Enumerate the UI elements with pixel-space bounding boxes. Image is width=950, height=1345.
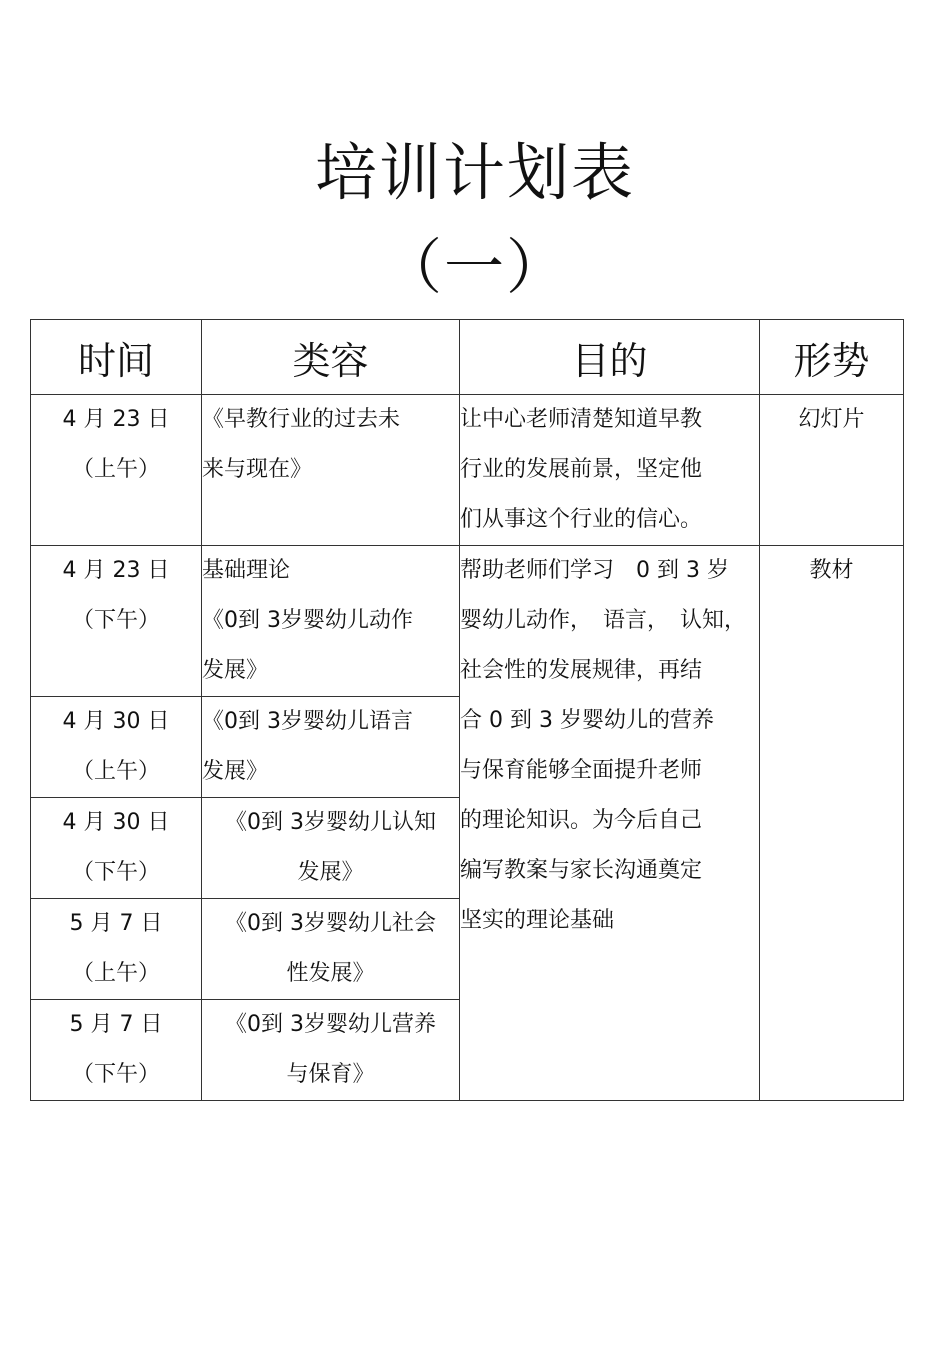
content-line: 基础理论 — [202, 558, 291, 583]
content-line: 来与现在》 — [202, 457, 313, 482]
content-line: 与保育》 — [286, 1062, 375, 1087]
goal-cell — [460, 395, 760, 546]
time-date: 4 月 23 日 — [62, 407, 170, 432]
goal-line: 们从事这个行业的信心。 — [460, 507, 703, 532]
table-row — [31, 546, 904, 697]
content-cell — [202, 1000, 460, 1101]
shared-goal-cell — [460, 546, 760, 1101]
header-form: 形势 — [760, 320, 904, 395]
goal-line: 帮助老师们学习 0 到 3 岁 — [460, 558, 729, 583]
time-date: 4 月 30 日 — [62, 810, 170, 835]
goal-line: 坚实的理论基础 — [460, 908, 615, 933]
content-line: 性发展》 — [286, 961, 375, 986]
training-plan-table — [30, 319, 904, 1101]
content-line: 发展》 — [297, 860, 364, 885]
page-subtitle: （一） — [382, 233, 568, 303]
time-period: （上午） — [71, 961, 160, 986]
time-period: （下午） — [71, 608, 160, 633]
time-cell — [31, 899, 202, 1000]
form-cell: 幻灯片 — [760, 395, 904, 546]
content-line: 发展》 — [202, 759, 269, 784]
goal-line: 与保育能够全面提升老师 — [460, 758, 703, 783]
table-header-row — [31, 320, 904, 395]
content-cell — [202, 395, 460, 546]
time-cell — [31, 697, 202, 798]
table-row — [31, 395, 904, 546]
time-period: （下午） — [71, 860, 160, 885]
time-period: （下午） — [71, 1062, 160, 1087]
content-line: 《0到 3岁婴幼儿语言 — [202, 709, 413, 734]
time-date: 4 月 23 日 — [62, 558, 170, 583]
time-date: 4 月 30 日 — [62, 709, 170, 734]
content-line: 《0到 3岁婴幼儿认知 — [225, 810, 436, 835]
content-line: 《早教行业的过去未 — [202, 407, 401, 432]
content-line: 《0到 3岁婴幼儿营养 — [225, 1012, 436, 1037]
time-date: 5 月 7 日 — [69, 1012, 163, 1037]
time-cell — [31, 1000, 202, 1101]
goal-line: 合 0 到 3 岁婴幼儿的营养 — [460, 708, 714, 733]
page-title: 培训计划表 — [314, 136, 635, 209]
time-cell — [31, 546, 202, 697]
time-cell — [31, 395, 202, 546]
content-cell — [202, 798, 460, 899]
content-cell — [202, 546, 460, 697]
content-line: 《0到 3岁婴幼儿动作 — [202, 608, 413, 633]
goal-line: 社会性的发展规律，再结 — [460, 658, 703, 683]
time-period: （上午） — [71, 759, 160, 784]
content-line: 发展》 — [202, 658, 269, 683]
content-line: 《0到 3岁婴幼儿社会 — [225, 911, 436, 936]
goal-line: 婴幼儿动作， 语言， 认知， — [460, 608, 747, 633]
content-cell — [202, 697, 460, 798]
header-goal: 目的 — [460, 320, 760, 395]
content-cell — [202, 899, 460, 1000]
time-date: 5 月 7 日 — [69, 911, 163, 936]
goal-line: 让中心老师清楚知道早教 — [460, 407, 703, 432]
goal-line: 编写教案与家长沟通奠定 — [460, 858, 703, 883]
header-content: 类容 — [202, 320, 460, 395]
goal-line: 行业的发展前景，坚定他 — [460, 457, 703, 482]
goal-line: 的理论知识。为今后自己 — [460, 808, 703, 833]
header-time: 时间 — [31, 320, 202, 395]
shared-form-cell: 教材 — [760, 546, 904, 1101]
time-cell — [31, 798, 202, 899]
time-period: （上午） — [71, 457, 160, 482]
